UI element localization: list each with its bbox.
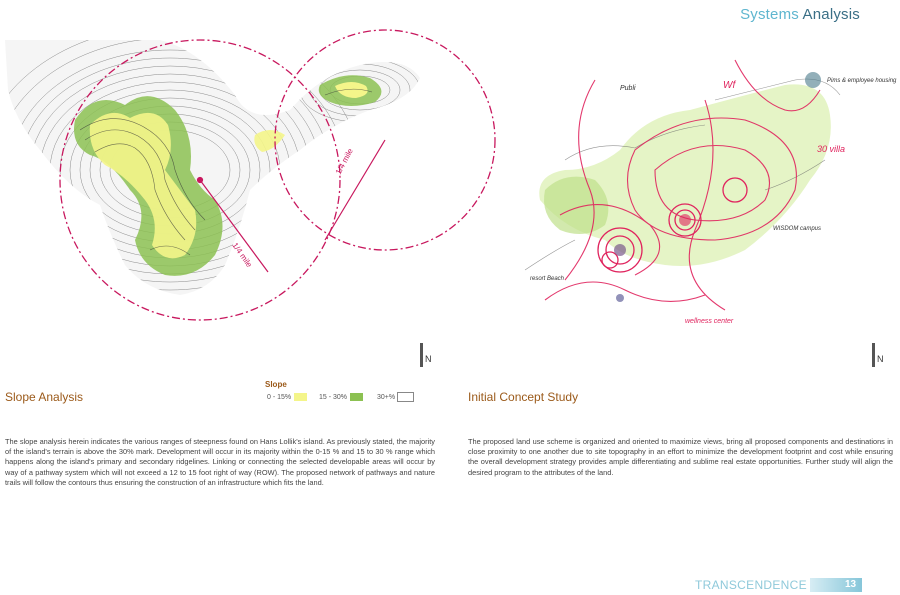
- concept-study-heading: Initial Concept Study: [468, 390, 579, 404]
- page-title: [740, 6, 860, 23]
- legend-swatch-15-30: [350, 393, 363, 401]
- footer-brand: TRANSCENDENCE: [695, 578, 807, 592]
- note-wellness: wellness center: [685, 318, 734, 325]
- concept-paragraph: The proposed land use scheme is organized and oriented to maximize views, bring all proposed components and destinations in close proximity to one another due to site topography in an effort to minimize the development footprint and cost while ensuring the overall development strategy provides ample differentiating and sublime real estate opportunities. Further study will align the desired program to the attributes of the land.: [468, 437, 893, 477]
- note-pims: Pims & employee housing: [827, 78, 897, 84]
- slope-contour-map: [0, 40, 430, 340]
- legend-label-30-plus: 30+%: [377, 394, 396, 401]
- north-arrow-right: N: [872, 343, 884, 367]
- legend-label-15-30: 15 - 30%: [319, 394, 348, 401]
- note-villas: 30 villa: [817, 144, 846, 154]
- legend-swatch-0-15: [294, 393, 307, 401]
- title-systems: Systems: [740, 6, 799, 23]
- slope-legend-title: Slope: [265, 380, 287, 389]
- title-analysis: Analysis: [802, 6, 860, 23]
- note-wf: Wf: [723, 80, 736, 91]
- note-wisdom: WISDOM campus: [773, 226, 822, 232]
- slope-paragraph: The slope analysis herein indicates the various ranges of steepness found on Hans Lollik's island. As previously stated, the majority of the island's terrain is above the 30% mark. Development will occur in its majority within the 0-15 % and 15 to 30 % range which happens along the island's primary and secondary ridgelines. Linking or connecting the selected developable areas will occur by way of a pathway system which will not exceed a 12 to 15 foot right of way (ROW). The proposed network of pathways and nature trails will follow the contours thus ensuring the construction of an infrastructure which fits the land.: [5, 437, 435, 487]
- north-arrow-left: N: [420, 343, 432, 367]
- legend-label-0-15: 0 - 15%: [267, 394, 292, 401]
- note-resort: resort Beach: [530, 276, 565, 282]
- slope-analysis-heading: Slope Analysis: [5, 390, 84, 404]
- legend-swatch-30-plus: [397, 392, 414, 402]
- page-number: 13: [845, 579, 857, 590]
- concept-sketch: [505, 40, 897, 340]
- quarter-mile-label-a: 1/4 mile: [230, 240, 254, 270]
- quarter-mile-label-b: 1/4 mile: [333, 146, 355, 176]
- note-public: Publi: [620, 85, 636, 92]
